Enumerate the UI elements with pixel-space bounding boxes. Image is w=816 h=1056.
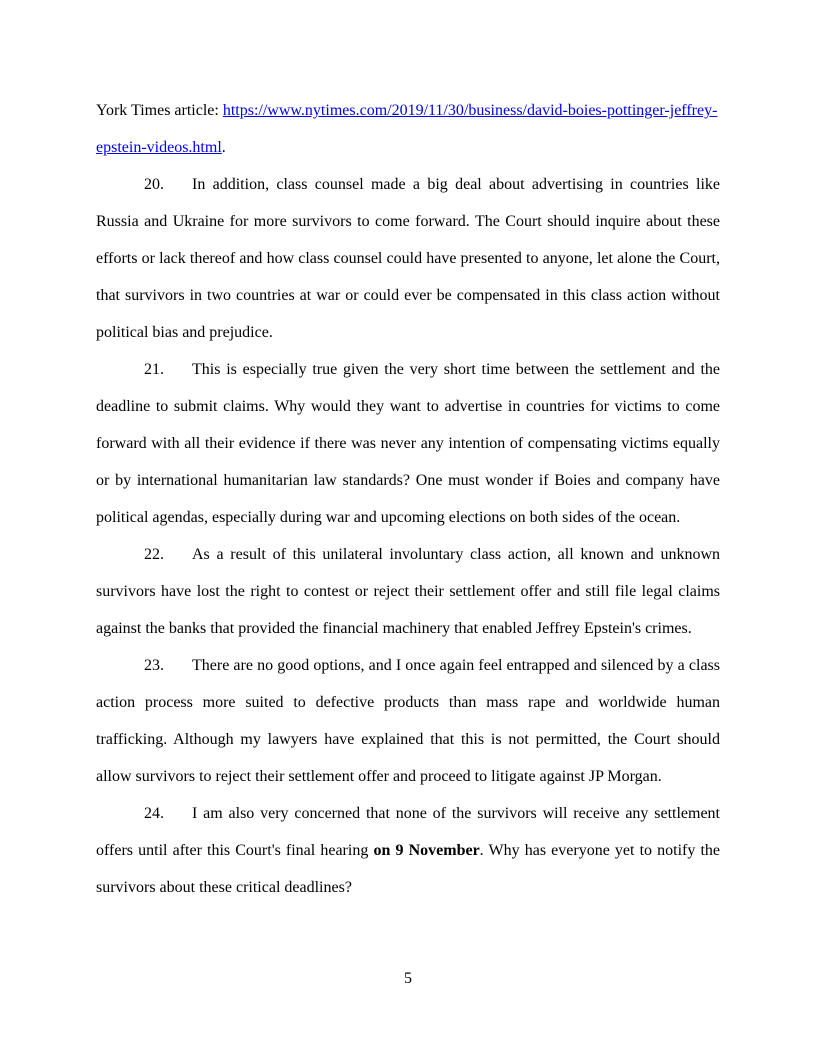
nytimes-article-link[interactable]: https://www.nytimes.com/2019/11/30/business/david-boies-pottinger-jeffrey- [222, 102, 718, 119]
paragraph-text-before: I am also very concerned that none of the survivors will receive any settlement offers until after this Court's final hearing [96, 805, 720, 859]
document-page [96, 92, 720, 906]
paragraph-number: 20. [144, 176, 164, 193]
paragraph-text: In addition, class counsel made a big deal about advertising in countries like Russia and Ukraine for more survivors to come forward. The Court should inquire about these efforts or lack thereof and how class counsel could have presented to anyone, let alone the Court, that survivors in two countries at war or could ever be compensated in this class action without political bias and prejudice. [96, 176, 720, 341]
paragraph-24 [96, 795, 720, 906]
hearing-date-bold: on 9 November [373, 842, 480, 859]
paragraph-number: 21. [144, 361, 164, 378]
paragraph-text: There are no good options, and I once again feel entrapped and silenced by a class action process more suited to defective products than mass rape and worldwide human trafficking. Although my lawyers have explained that this is not permitted, the Court should allow survivors to reject their settlement offer and proceed to litigate against JP Morgan. [96, 657, 720, 785]
intro-suffix: . [221, 139, 226, 156]
paragraph-21 [96, 351, 720, 536]
paragraph-22 [96, 536, 720, 647]
page-number: 5 [404, 970, 412, 987]
nytimes-article-link-continued[interactable]: epstein-videos.html [96, 139, 222, 156]
intro-prefix: York Times article: [96, 102, 223, 119]
paragraph-20 [96, 166, 720, 351]
paragraph-number: 23. [144, 657, 164, 674]
paragraph-text: As a result of this unilateral involuntary class action, all known and unknown survivors have lost the right to contest or reject their settlement offer and still file legal claims against the banks that provided the financial machinery that enabled Jeffrey Epstein's crimes. [96, 546, 720, 637]
paragraph-number: 24. [144, 805, 164, 822]
paragraph-number: 22. [144, 546, 164, 563]
paragraph-23 [96, 647, 720, 795]
paragraph-text: This is especially true given the very short time between the settlement and the deadline to submit claims. Why would they want to advertise in countries for victims to come forward with all their evidence if there was never any intention of compensating victims equally or by international humanitarian law standards? One must wonder if Boies and company have political agendas, especially during war and upcoming elections on both sides of the ocean. [96, 361, 720, 526]
paragraph-text-after: . Why has everyone yet to notify the survivors about these critical deadlines? [96, 842, 721, 896]
intro-line [96, 92, 720, 129]
intro-line-2 [96, 129, 720, 166]
